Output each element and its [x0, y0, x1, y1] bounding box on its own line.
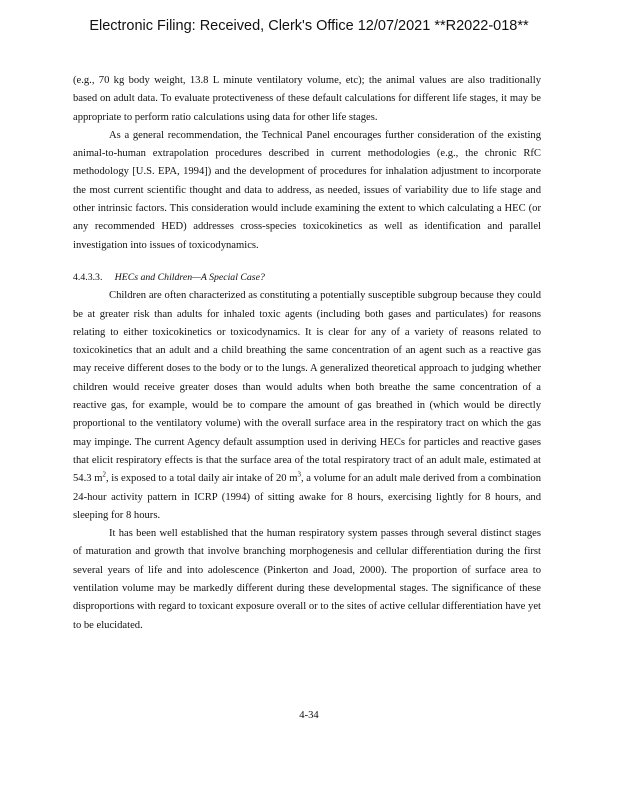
section-spacer [73, 255, 541, 269]
paragraph-children [73, 287, 541, 525]
superscript-squared: 2 [102, 470, 106, 479]
document-body [73, 72, 541, 635]
paragraph-continued: (e.g., 70 kg body weight, 13.8 L minute ventilatory volume, etc); the animal values are also traditionally based on adult data. To evaluate protectiveness of these default calculations for different life stages, it may be appropriate to perform ratio calculations using data for other life stages. [73, 75, 541, 123]
paragraph-children-text-2: , is exposed to a total daily air intake of 20 m [105, 473, 298, 485]
filing-stamp: Electronic Filing: Received, Clerk's Office 12/07/2021 **R2022-018** [89, 18, 529, 34]
paragraph-children-text-1: Children are often characterized as constituting a potentially susceptible subgroup because they could be at greater risk than adults for inhaled toxic agents (including both gases and particulates) for reasons relating to either toxicokinetics or toxicodynamics. It is clear for any of a variety of reasons related to toxicokinetics that an adult and a child breathing the same concentration of an agent such as a reactive gas may receive different doses to the body or to the lungs. A generalized theoretical approach to judging whether children would receive greater doses than would adults when both breathe the same concentration of a reactive gas, for example, would be to compare the amount of gas breathed in (which would be directly proportional to the ventilatory volume) with the overall surface area in the respiratory tract on which the gas may impinge. The current Agency default assumption used in deriving HECs for particles and reactive gases that elicit respiratory effects is that the surface area of the total respiratory tract of an adult male, estimated at 54.3 m [73, 290, 541, 485]
section-title: HECs and Children—A Special Case? [114, 271, 265, 283]
superscript-cubed: 3 [297, 470, 301, 479]
paragraph-children-text-3: , a volume for an adult male derived from a combination 24-hour activity pattern in ICRP (1994) of sitting awake for 8 hours, exercising lightly for 8 hours, and sleeping for 8 hours. [73, 473, 541, 521]
paragraph-respiratory-development: It has been well established that the human respiratory system passes through several distinct stages of maturation and growth that involve branching morphogenesis and cellular differentiation during the first several years of life and into adolescence (Pinkerton and Joad, 2000). The proportion of surface area to ventilation volume may be markedly different during these developmental stages. The significance of these disproportions with regard to toxicant exposure overall or to the sites of active cellular differentiation have yet to be elucidated. [73, 528, 541, 631]
section-number: 4.4.3.3. [73, 271, 103, 283]
page-number: 4-34 [299, 710, 319, 721]
section-heading [73, 269, 541, 287]
paragraph-recommendation: As a general recommendation, the Technical Panel encourages further consideration of the existing animal-to-human extrapolation procedures described in current methodologies (e.g., the chronic RfC methodology [U.S. EPA, 1994]) and the development of procedures for inhalation adjustment to incorporate the most current scientific thought and data to address, as needed, issues of variability due to life stage and other intrinsic factors. This consideration would include examining the extent to which calculating a HEC (or any recommended HED) addresses cross-species toxicokinetics as well as identification and parallel investigation into issues of toxicodynamics. [73, 129, 541, 251]
